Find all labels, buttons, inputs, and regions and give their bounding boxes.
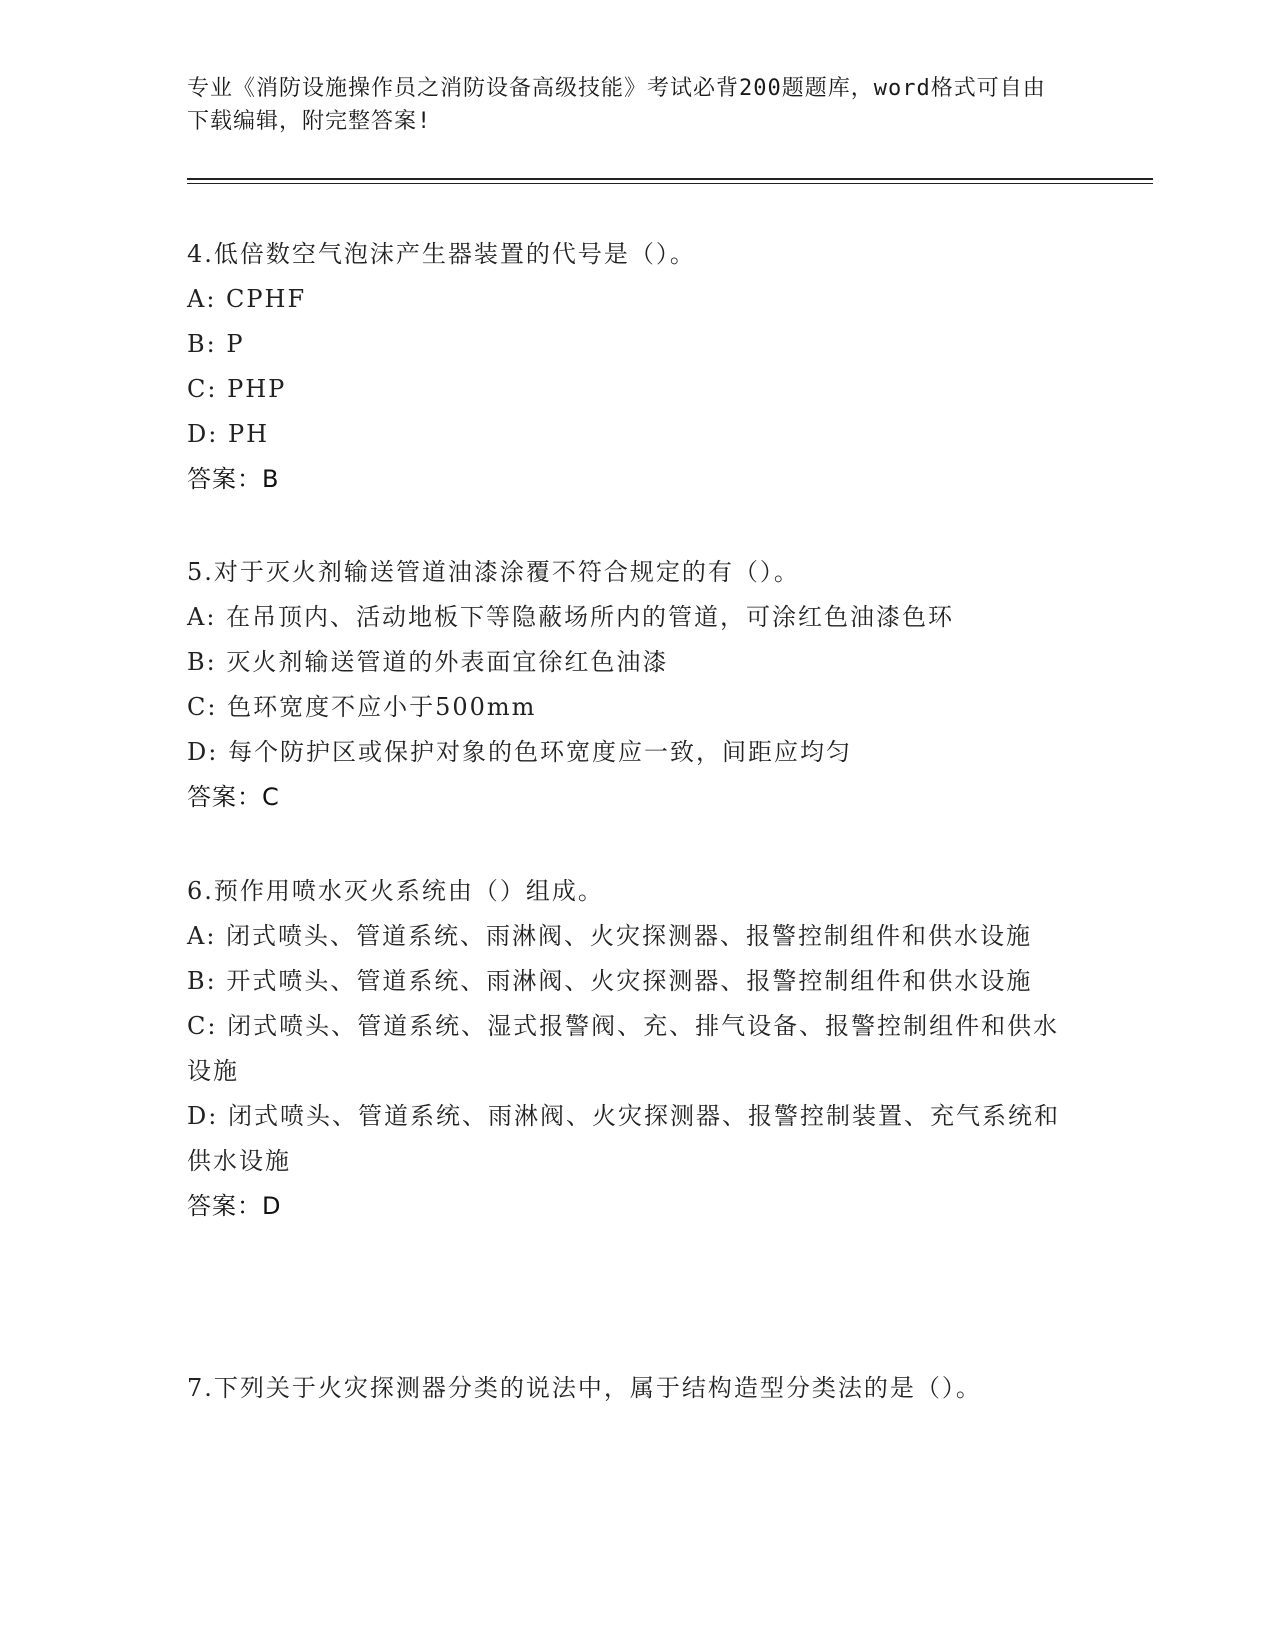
option-d: D: 闭式喷头、管道系统、雨淋阀、火灾探测器、报警控制装置、充气系统和供水设施 — [187, 1102, 1060, 1175]
answer: 答案：C — [187, 783, 280, 811]
option-a: A: CPHF — [187, 285, 307, 313]
option-c: C: 色环宽度不应小于500mm — [187, 693, 537, 721]
header-divider — [187, 178, 1153, 180]
option-b: B: P — [187, 330, 245, 358]
option-d: D: PH — [187, 420, 270, 448]
option-a: A: 在吊顶内、活动地板下等隐蔽场所内的管道，可涂红色油漆色环 — [187, 603, 955, 631]
question-7 — [187, 1366, 1067, 1411]
header-divider-thin — [187, 183, 1153, 184]
question-stem: 4.低倍数空气泡沫产生器装置的代号是（）。 — [187, 240, 696, 268]
question-5 — [187, 550, 1067, 820]
answer: 答案：B — [187, 465, 280, 493]
option-a: A: 闭式喷头、管道系统、雨淋阀、火灾探测器、报警控制组件和供水设施 — [187, 922, 1033, 950]
question-stem: 6.预作用喷水灭火系统由（）组成。 — [187, 877, 604, 905]
question-stem: 7.下列关于火灾探测器分类的说法中，属于结构造型分类法的是（）。 — [187, 1374, 982, 1402]
option-b: B: 开式喷头、管道系统、雨淋阀、火灾探测器、报警控制组件和供水设施 — [187, 967, 1033, 995]
question-4 — [187, 232, 1067, 502]
question-stem: 5.对于灭火剂输送管道油漆涂覆不符合规定的有（）。 — [187, 558, 800, 586]
option-c: C: 闭式喷头、管道系统、湿式报警阀、充、排气设备、报警控制组件和供水设施 — [187, 1012, 1060, 1085]
answer: 答案：D — [187, 1192, 282, 1220]
option-d: D: 每个防护区或保护对象的色环宽度应一致，间距应均匀 — [187, 738, 852, 766]
document-header: 专业《消防设施操作员之消防设备高级技能》考试必背200题题库，word格式可自由下载编辑，附完整答案! — [187, 76, 1046, 134]
question-6 — [187, 869, 1067, 1229]
option-c: C: PHP — [187, 375, 287, 403]
option-b: B: 灭火剂输送管道的外表面宜徐红色油漆 — [187, 648, 669, 676]
